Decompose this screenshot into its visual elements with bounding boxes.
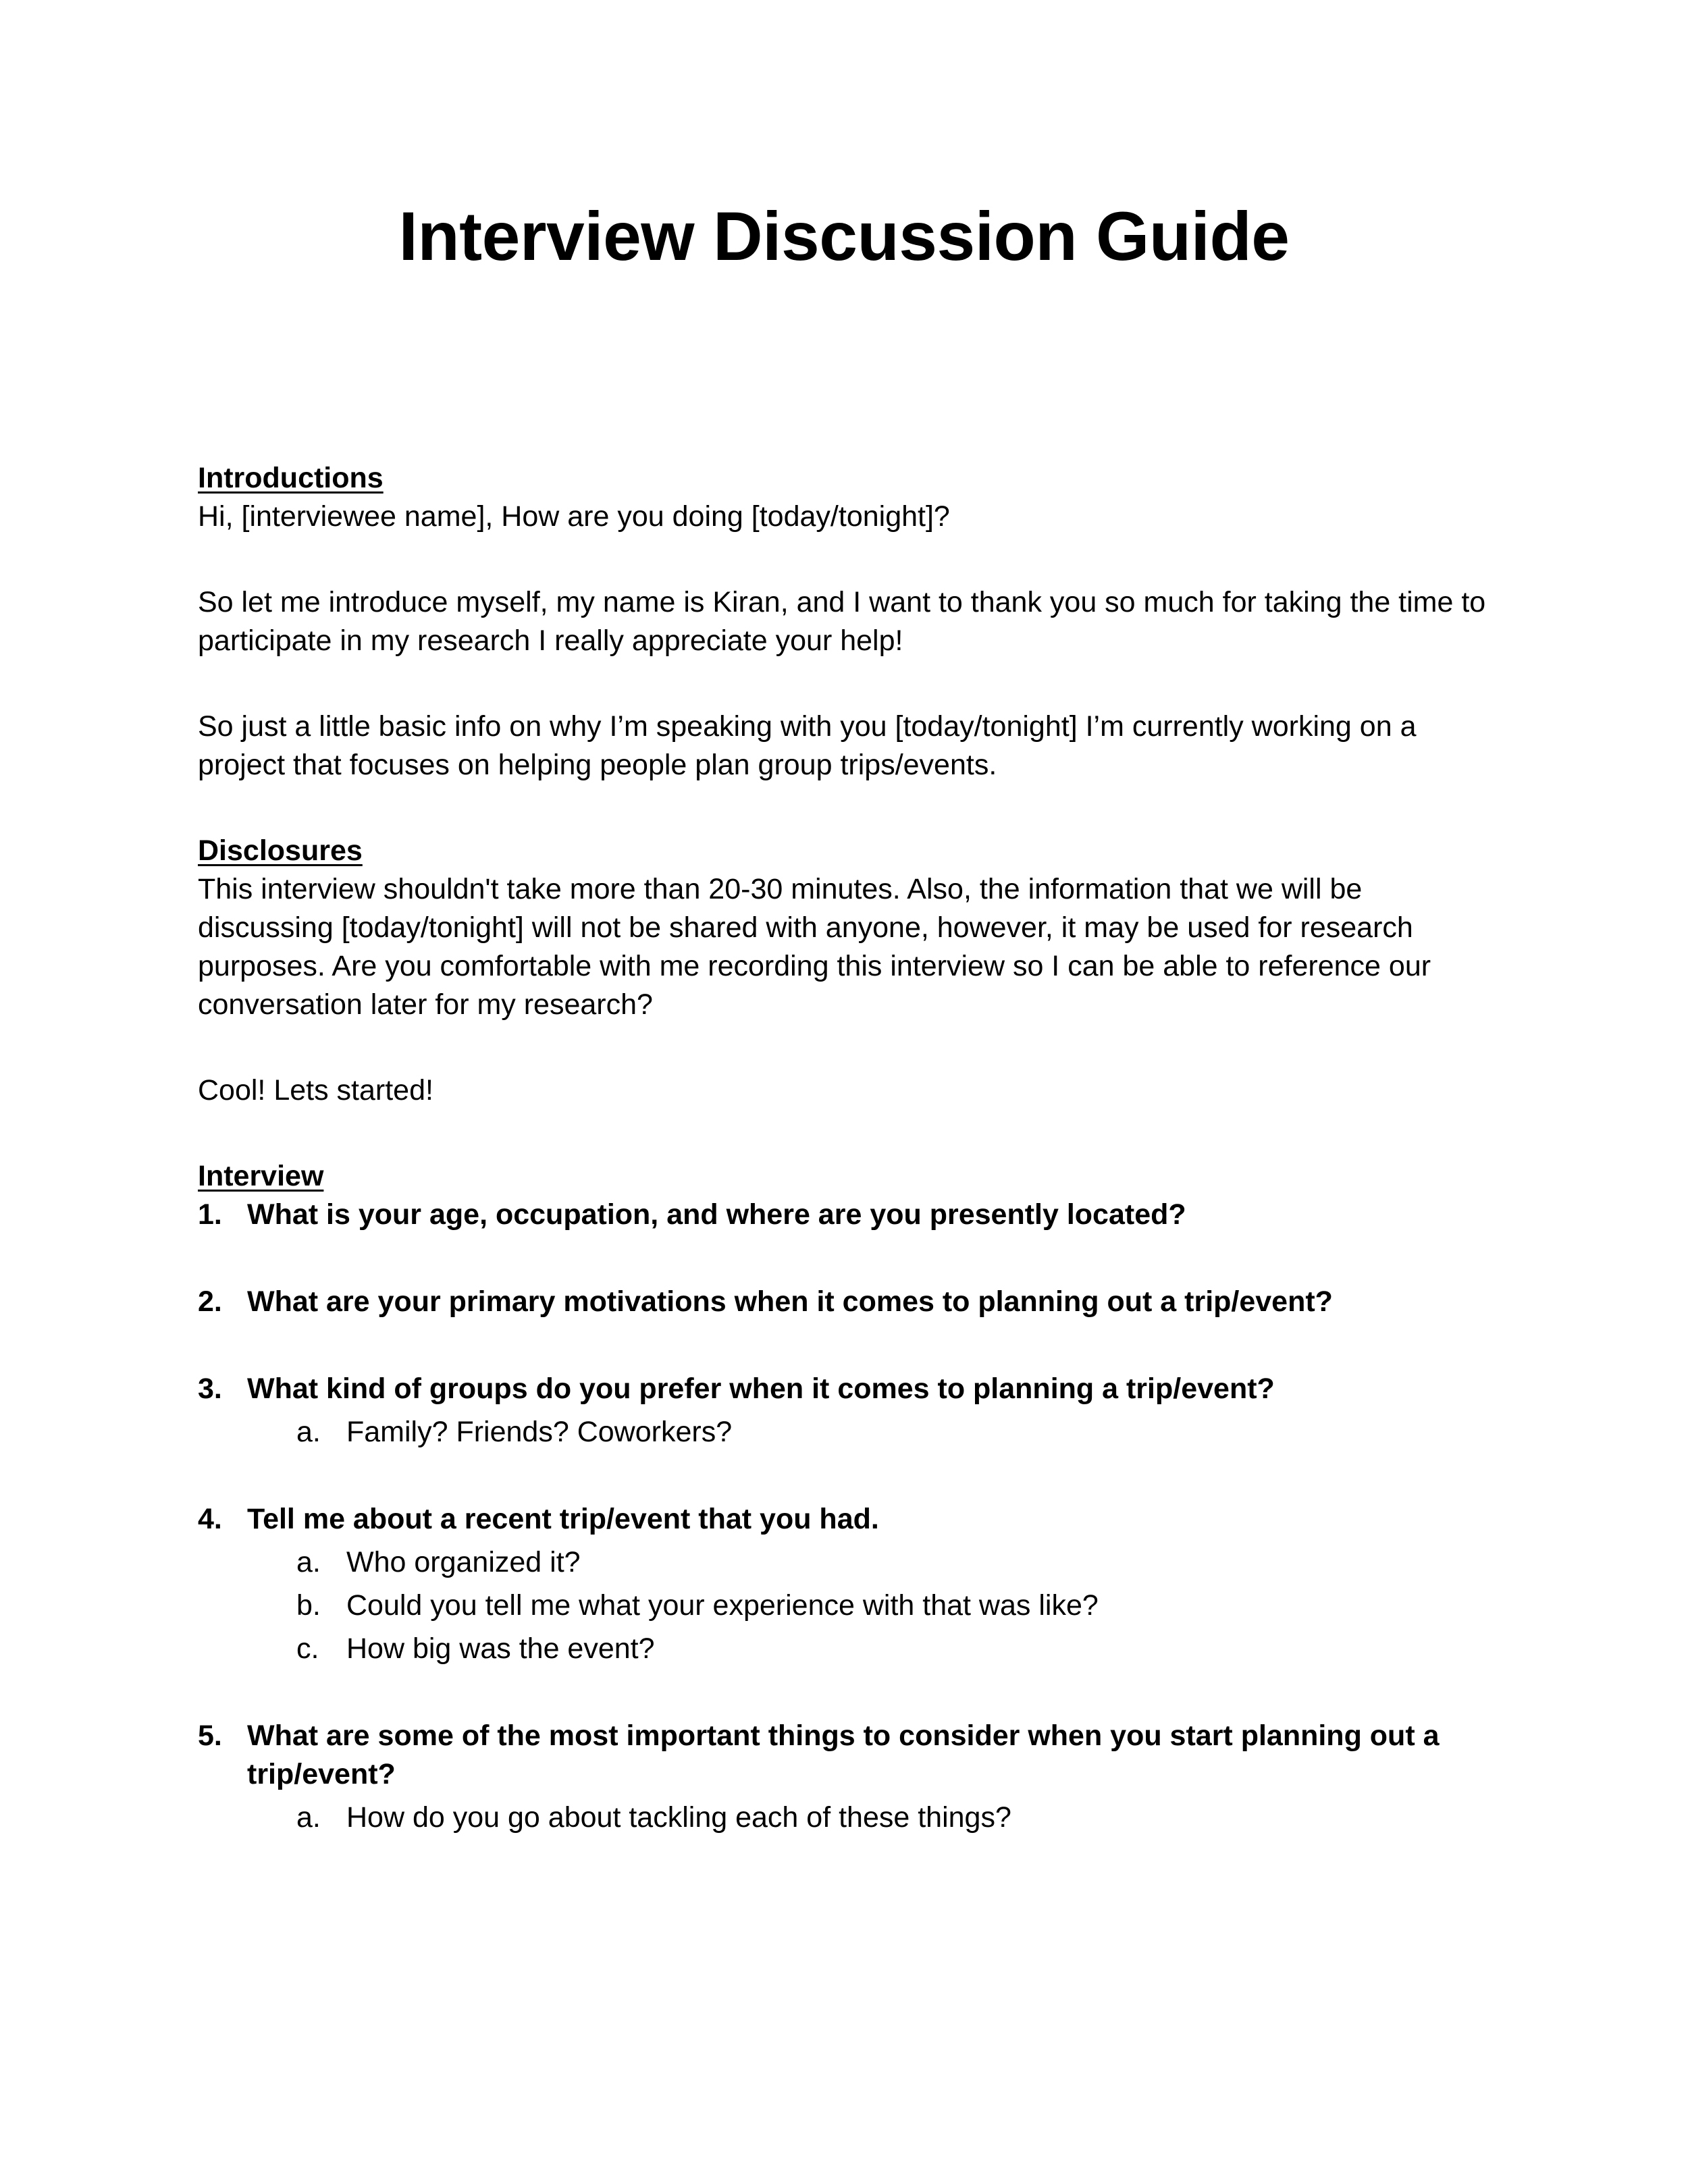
question-number: 1. (198, 1198, 222, 1231)
sub-question-text: Could you tell me what your experience with that was like? (346, 1589, 1099, 1622)
question-number: 5. (198, 1720, 222, 1752)
introductions-section (198, 459, 1504, 784)
sub-question-text: How do you go about tackling each of these things? (346, 1801, 1011, 1834)
sub-question-item (198, 1543, 1504, 1582)
sub-question-letter: a. (296, 1416, 321, 1448)
sub-question-letter: a. (296, 1801, 321, 1834)
sub-question-letter: a. (296, 1546, 321, 1578)
disclosure-closing: Cool! Lets started! (198, 1074, 433, 1107)
question-text: What is your age, occupation, and where are you presently located? (247, 1198, 1186, 1231)
question-text: Tell me about a recent trip/event that you had. (247, 1503, 879, 1535)
interview-heading: Interview (198, 1160, 324, 1192)
question-number: 4. (198, 1503, 222, 1535)
disclosures-section (198, 832, 1504, 1110)
sub-question-item (198, 1799, 1504, 1837)
intro-self: So let me introduce myself, my name is Kiran, and I want to thank you so much for taking the time to participate in my research I really appreciate your help! (198, 586, 1486, 657)
disclosures-heading: Disclosures (198, 834, 363, 867)
sub-question-item (198, 1630, 1504, 1668)
question-item (198, 1717, 1504, 1794)
sub-question-letter: c. (296, 1632, 319, 1665)
sub-question-text: How big was the event? (346, 1632, 655, 1665)
interview-section (198, 1157, 1504, 1837)
page-title: Interview Discussion Guide (398, 198, 1290, 275)
question-item (198, 1196, 1504, 1234)
introductions-heading: Introductions (198, 462, 384, 494)
question-text: What kind of groups do you prefer when it comes to planning a trip/event? (247, 1373, 1275, 1405)
intro-purpose: So just a little basic info on why I’m speaking with you [today/tonight] I’m currently working on a project that focuses on helping people plan group trips/events. (198, 710, 1417, 781)
sub-question-letter: b. (296, 1589, 321, 1622)
disclosure-text: This interview shouldn't take more than 20-30 minutes. Also, the information that we will be discussing [today/tonight] will not be shared with anyone, however, it may be used for research purposes. Are you comfortable with me recording this interview so I can be able to reference our conversation later for my research? (198, 873, 1431, 1021)
question-text: What are some of the most important things to consider when you start planning out a trip/event? (247, 1720, 1440, 1790)
question-item (198, 1283, 1504, 1321)
question-number: 2. (198, 1285, 222, 1318)
document-body (198, 459, 1504, 1837)
intro-greeting: Hi, [interviewee name], How are you doing [today/tonight]? (198, 500, 950, 533)
question-item (198, 1500, 1504, 1539)
sub-question-text: Who organized it? (346, 1546, 581, 1578)
question-number: 3. (198, 1373, 222, 1405)
sub-question-item (198, 1587, 1504, 1625)
question-item (198, 1370, 1504, 1408)
sub-question-text: Family? Friends? Coworkers? (346, 1416, 733, 1448)
question-text: What are your primary motivations when it comes to planning out a trip/event? (247, 1285, 1333, 1318)
sub-question-item (198, 1413, 1504, 1451)
